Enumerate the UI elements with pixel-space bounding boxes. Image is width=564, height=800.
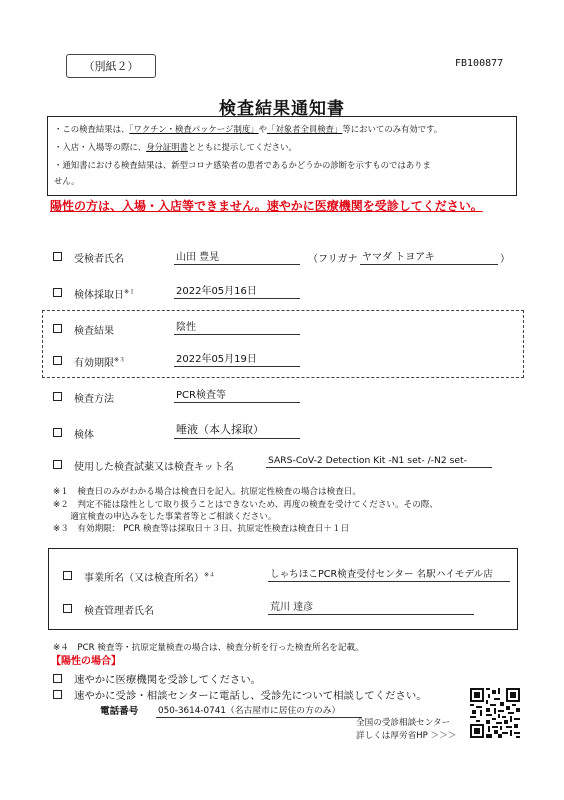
notice-box	[47, 116, 517, 196]
furigana-value: ヤマダ トヨアキ	[360, 248, 498, 265]
center-line-1: 全国の受診相談センター	[356, 718, 451, 728]
manager-label: 検査管理者氏名	[84, 606, 154, 617]
checkbox-name[interactable]	[53, 252, 62, 261]
kit-label: 使用した検査試薬又は検査キット名	[74, 462, 234, 473]
footnote-1: ※１ 検査日のみがわかる場合は検査日を記入。抗原定性検査の場合は検査日。	[53, 487, 361, 497]
footnote-2a: ※２ 判定不能は陰性として取り扱うことはできないため、再度の検査を受けてください。その際、	[53, 500, 438, 510]
manager-value: 荒川 達彦	[268, 598, 474, 615]
checkbox-specimen[interactable]	[53, 428, 62, 437]
checkbox-method[interactable]	[53, 392, 62, 401]
document-id: FB100877	[455, 58, 504, 69]
valid-until-value: 2022年05月19日	[174, 350, 300, 367]
facility-box	[48, 548, 518, 630]
name-label: 受検者氏名	[74, 254, 124, 265]
checkbox-sample-date[interactable]	[53, 288, 62, 297]
checkbox-facility[interactable]	[63, 571, 72, 580]
checkbox-see-doctor[interactable]	[53, 674, 62, 683]
checkbox-kit[interactable]	[53, 460, 62, 469]
qr-code-icon[interactable]	[470, 688, 520, 738]
appendix-label: （別紙２）	[66, 54, 156, 78]
kit-value: SARS-CoV-2 Detection Kit -N1 set- /-N2 set-	[266, 455, 492, 468]
result-label: 検査結果	[74, 326, 114, 337]
method-value: PCR検査等	[174, 386, 300, 403]
notice-line-4: せん。	[54, 176, 80, 186]
notice-line-1: ・この検査結果は、「ワクチン・検査パッケージ制度」や「対象者全員検査」等においてのみ有効です。	[54, 124, 443, 134]
facility-name-value: しゃちほこPCR検査受付センター 名駅ハイモデル店	[268, 566, 510, 582]
phone-value[interactable]: 050-3614-0741（名古屋市に居住の方のみ）	[156, 703, 362, 718]
sample-date-label: 検体採取日$^{※1}$	[74, 288, 136, 301]
footnote-3: ※３ 有効期限： PCR 検査等は採取日＋３日、抗原定性検査は検査日＋１日	[53, 524, 350, 534]
positive-heading: 【陽性の場合】	[51, 656, 121, 667]
document-title: 検査結果通知書	[219, 99, 345, 119]
method-label: 検査方法	[74, 394, 114, 405]
furigana-close: ）	[500, 254, 510, 265]
notice-line-3: ・通知書における検査結果は、新型コロナ感染者の患者であるかどうかの診断を示すものではありま	[54, 160, 431, 170]
specimen-value: 唾液（本人採取）	[174, 421, 300, 439]
positive-item-1: 速やかに医療機関を受診してください。	[74, 674, 262, 686]
result-value: 陰性	[174, 318, 300, 335]
checkbox-manager[interactable]	[63, 604, 72, 613]
positive-warning: 陽性の方は、入場・入店等できません。速やかに医療機関を受診してください。	[50, 199, 483, 213]
footnote-4: ※４ PCR 検査等・抗原定量検査の場合は、検査分析を行った検査所名を記載。	[53, 643, 364, 653]
valid-until-label: 有効期限$^{※3}$	[74, 356, 126, 369]
center-line-2[interactable]: 詳しくは厚労省HP ＞＞＞	[356, 731, 457, 741]
checkbox-call-center[interactable]	[53, 690, 62, 699]
notice-line-2: ・入店・入場等の際に、身分証明書とともに提示してください。	[54, 142, 297, 152]
footnote-2b: 適宜検査の申込みをした事業者等とご相談ください。	[53, 512, 277, 522]
checkbox-result[interactable]	[53, 324, 62, 333]
facility-name-label: 事業所名（又は検査所名）$^{※4}$	[84, 571, 216, 584]
phone-label: 電話番号	[100, 706, 139, 717]
sample-date-value: 2022年05月16日	[174, 282, 300, 299]
positive-item-2: 速やかに受診・相談センターに電話し、受診先について相談してください。	[74, 690, 427, 702]
checkbox-valid-until[interactable]	[53, 356, 62, 365]
furigana-label: （フリガナ	[308, 254, 358, 265]
name-value: 山田 豊晃	[174, 248, 300, 265]
specimen-label: 検体	[74, 430, 94, 441]
